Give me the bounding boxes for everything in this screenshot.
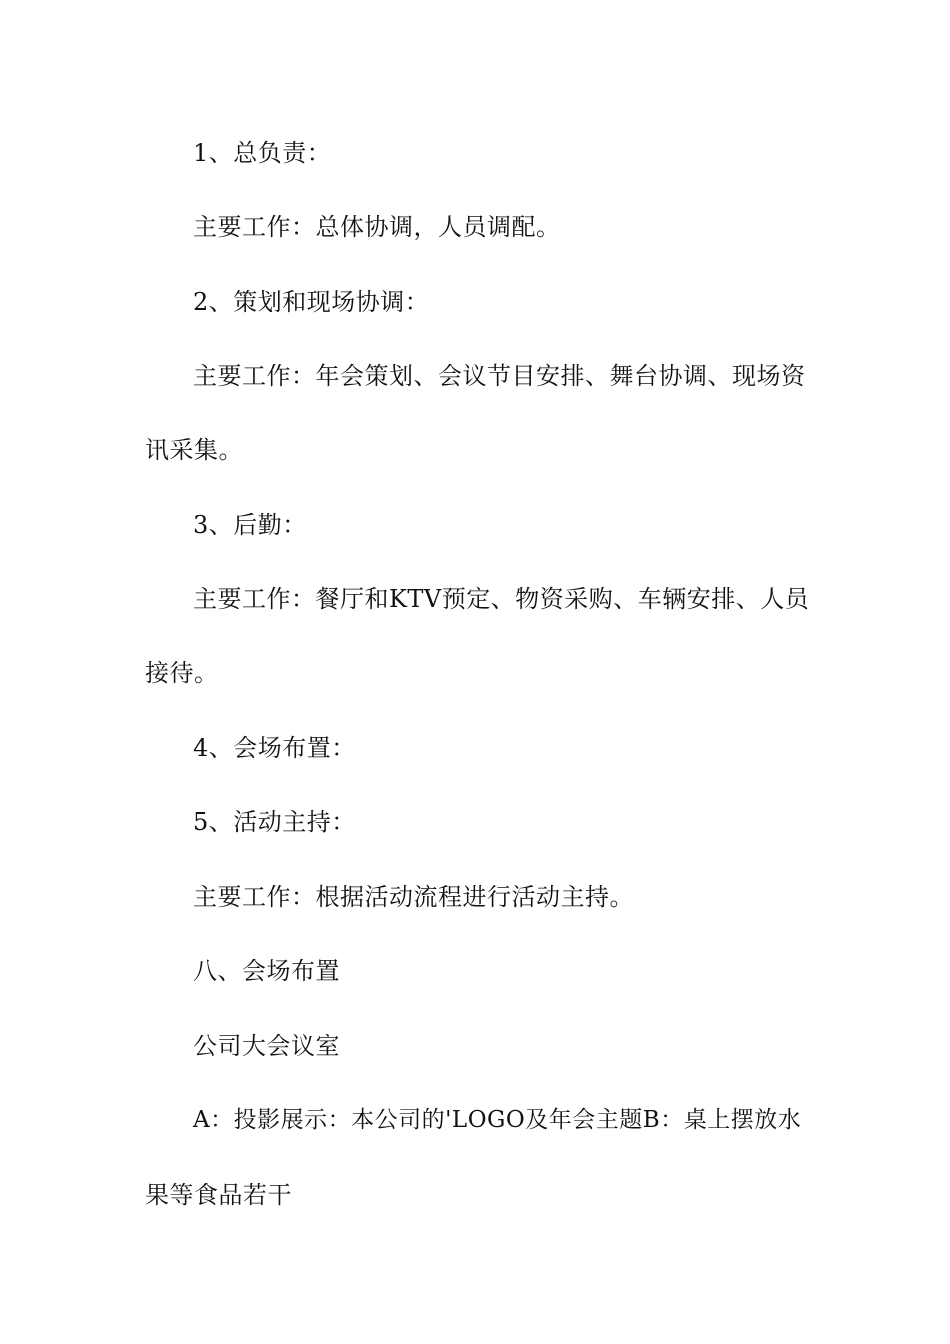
- section-heading-planning: 2、策划和现场协调：: [193, 288, 430, 316]
- chapter-heading-venue-layout: 八、会场布置: [193, 957, 340, 985]
- paragraph-planning-duties-cont: 讯采集。: [145, 436, 243, 464]
- paragraph-venue-details: A：投影展示：本公司的'LOGO及年会主题B：桌上摆放水: [193, 1107, 802, 1133]
- paragraph-host-duties: 主要工作：根据活动流程进行活动主持。: [193, 883, 634, 911]
- section-heading-venue-setup: 4、会场布置：: [193, 734, 356, 762]
- paragraph-logistics-duties: 主要工作：餐厅和KTV预定、物资采购、车辆安排、人员: [193, 585, 810, 613]
- paragraph-planning-duties: 主要工作：年会策划、会议节目安排、舞台协调、现场资: [193, 362, 806, 390]
- paragraph-venue-details-cont: 果等食品若干: [145, 1181, 292, 1209]
- section-heading-logistics: 3、后勤：: [193, 511, 307, 539]
- paragraph-general-lead-duties: 主要工作：总体协调，人员调配。: [193, 213, 561, 241]
- section-heading-general-lead: 1、总负责：: [193, 139, 332, 167]
- paragraph-venue-location: 公司大会议室: [193, 1032, 340, 1060]
- paragraph-logistics-duties-cont: 接待。: [145, 659, 219, 687]
- section-heading-host: 5、活动主持：: [193, 808, 356, 836]
